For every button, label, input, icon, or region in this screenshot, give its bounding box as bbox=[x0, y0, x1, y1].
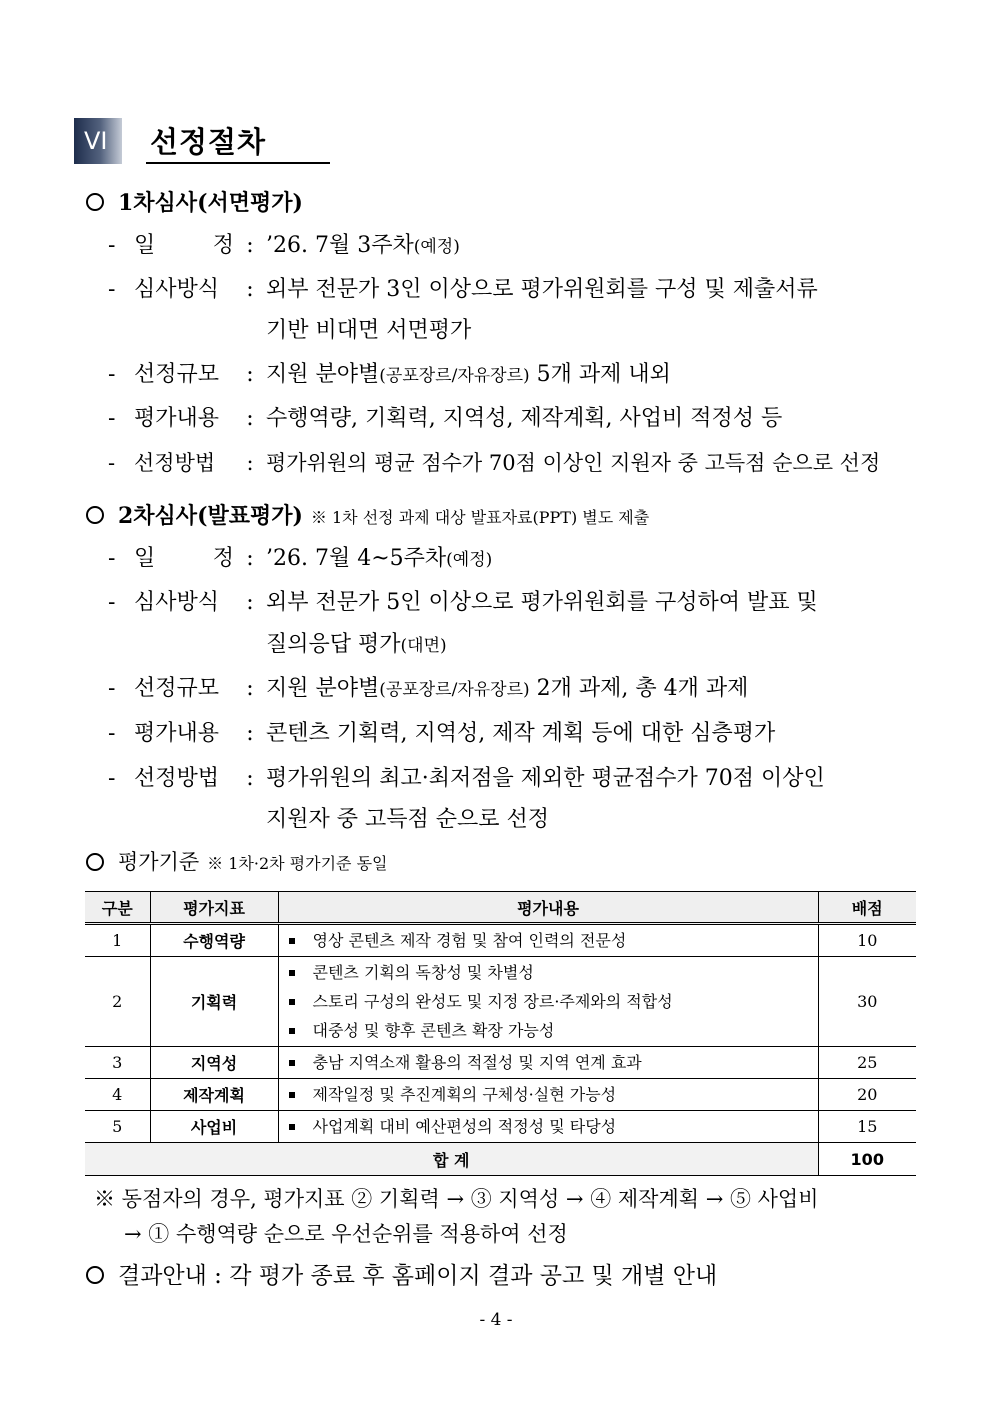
square-bullet-icon bbox=[289, 1028, 295, 1034]
square-bullet-icon bbox=[289, 970, 295, 976]
column-header: 구분 bbox=[85, 892, 150, 924]
table-row: 1 수행역량 영상 콘텐츠 제작 경험 및 참여 인력의 전문성 10 bbox=[85, 924, 916, 957]
stage1-content-row: - 평가내용 : 수행역량, 기획력, 지역성, 제작계획, 사업비 적정성 등 bbox=[108, 406, 783, 431]
stage2-method-row: - 심사방식 : 외부 전문가 5인 이상으로 평가위원회를 구성하여 발표 및 bbox=[108, 590, 818, 615]
total-label: 합 계 bbox=[85, 1143, 818, 1176]
stage2-scale-row: - 선정규모 : 지원 분야별(공포장르/자유장르) 2개 과제, 총 4개 과제 bbox=[108, 676, 749, 701]
table-row: 2 기획력 콘텐츠 기획의 독창성 및 차별성 스토리 구성의 완성도 및 지정 장르·주제와의 적합성 대중성 및 향후 콘텐츠 확장 가능성 30 bbox=[85, 957, 916, 1047]
result-heading: 결과안내 : 각 평가 종료 후 홈페이지 결과 공고 및 개별 안내 bbox=[86, 1257, 717, 1290]
total-score: 100 bbox=[818, 1143, 916, 1176]
square-bullet-icon bbox=[289, 999, 295, 1005]
table-header-row bbox=[85, 892, 916, 924]
section-number: VI bbox=[74, 118, 122, 164]
stage1-schedule-row: - 일 정 : ’26. 7월 3주차(예정) bbox=[108, 233, 460, 258]
column-header: 평가내용 bbox=[278, 892, 818, 924]
square-bullet-icon bbox=[289, 1092, 295, 1098]
table-row: 4 제작계획 제작일정 및 추진계획의 구체성·실현 가능성 20 bbox=[85, 1079, 916, 1111]
square-bullet-icon bbox=[289, 1124, 295, 1130]
stage1-heading: 1차심사(서면평가) bbox=[86, 186, 303, 217]
stage1-selection-row: - 선정방법 : 평가위원의 평균 점수가 70점 이상인 지원자 중 고득점 순으로 선정 bbox=[108, 451, 881, 475]
circle-bullet-icon bbox=[86, 193, 104, 211]
table-row: 5 사업비 사업계획 대비 예산편성의 적정성 및 타당성 15 bbox=[85, 1111, 916, 1143]
table-row: 3 지역성 충남 지역소재 활용의 적절성 및 지역 연계 효과 25 bbox=[85, 1047, 916, 1079]
square-bullet-icon bbox=[289, 1060, 295, 1066]
section-title: 선정절차 bbox=[150, 125, 267, 159]
tiebreak-note-continuation: → ① 수행역량 순으로 우선순위를 적용하여 선정 bbox=[124, 1222, 568, 1246]
stage2-method-continuation: 질의응답 평가(대면) bbox=[266, 632, 447, 657]
circle-bullet-icon bbox=[86, 506, 104, 524]
stage2-schedule-row: - 일 정 : ’26. 7월 4~5주차(예정) bbox=[108, 546, 493, 571]
criteria-table bbox=[85, 891, 916, 1176]
column-header: 평가지표 bbox=[150, 892, 278, 924]
section-underline bbox=[146, 162, 330, 164]
tiebreak-note: ※ 동점자의 경우, 평가지표 ② 기획력 → ③ 지역성 → ④ 제작계획 → ⑤ 사업비 bbox=[94, 1187, 819, 1211]
page-number: - 4 - bbox=[479, 1310, 513, 1330]
circle-bullet-icon bbox=[86, 853, 104, 871]
column-header: 배점 bbox=[818, 892, 916, 924]
stage1-scale-row: - 선정규모 : 지원 분야별(공포장르/자유장르) 5개 과제 내외 bbox=[108, 362, 671, 387]
circle-bullet-icon bbox=[86, 1266, 104, 1284]
square-bullet-icon bbox=[289, 938, 295, 944]
stage2-heading: 2차심사(발표평가) ※ 1차 선정 과제 대상 발표자료(PPT) 별도 제출 bbox=[86, 499, 649, 530]
criteria-heading: 평가기준 ※ 1차·2차 평가기준 동일 bbox=[86, 846, 388, 876]
stage1-method-continuation: 기반 비대면 서면평가 bbox=[266, 318, 472, 343]
stage2-content-row: - 평가내용 : 콘텐츠 기획력, 지역성, 제작 계획 등에 대한 심층평가 bbox=[108, 721, 776, 746]
section-header bbox=[74, 118, 330, 166]
stage2-selection-row: - 선정방법 : 평가위원의 최고·최저점을 제외한 평균점수가 70점 이상인 bbox=[108, 766, 825, 791]
table-total-row bbox=[85, 1143, 916, 1176]
stage2-selection-continuation: 지원자 중 고득점 순으로 선정 bbox=[266, 807, 549, 832]
stage1-method-row: - 심사방식 : 외부 전문가 3인 이상으로 평가위원회를 구성 및 제출서류 bbox=[108, 277, 818, 302]
